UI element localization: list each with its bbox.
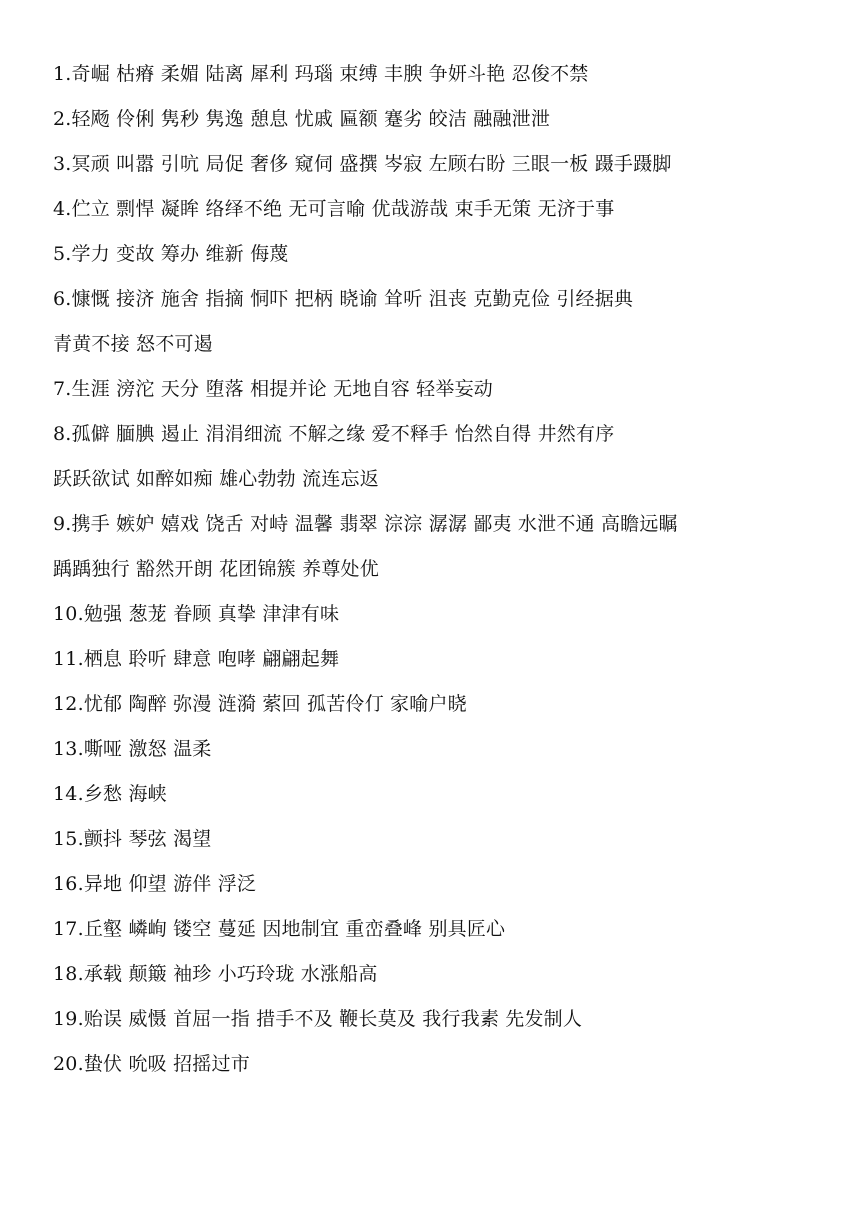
text-line: 15.颤抖 琴弦 渴望 <box>53 828 212 850</box>
text-line: 12.忧郁 陶醉 弥漫 涟漪 萦回 孤苦伶仃 家喻户晓 <box>53 693 467 715</box>
text-line: 1.奇崛 枯瘠 柔媚 陆离 犀利 玛瑙 束缚 丰腴 争妍斗艳 忍俊不禁 <box>53 63 589 85</box>
text-line: 踽踽独行 豁然开朗 花团锦簇 养尊处优 <box>53 558 379 580</box>
text-line: 青黄不接 怒不可遏 <box>53 333 213 355</box>
text-line: 5.学力 变故 筹办 维新 侮蔑 <box>53 243 289 265</box>
text-line: 9.携手 嫉妒 嬉戏 饶舌 对峙 温馨 翡翠 淙淙 潺潺 鄙夷 水泄不通 高瞻远瞩 <box>53 513 678 535</box>
text-line: 17.丘壑 嶙峋 镂空 蔓延 因地制宜 重峦叠峰 别具匠心 <box>53 918 506 940</box>
text-line: 16.异地 仰望 游伴 浮泛 <box>53 873 257 895</box>
text-line: 10.勉强 葱茏 眷顾 真挚 津津有味 <box>53 603 340 625</box>
text-line: 8.孤僻 腼腆 遏止 涓涓细流 不解之缘 爱不释手 怡然自得 井然有序 <box>53 423 615 445</box>
text-line: 2.轻飏 伶俐 隽秒 隽逸 憩息 忧戚 匾额 蹇劣 皎洁 融融泄泄 <box>53 108 551 130</box>
text-line: 3.冥顽 叫嚣 引吭 局促 奢侈 窥伺 盛撰 岑寂 左顾右盼 三眼一板 蹑手蹑脚 <box>53 153 672 175</box>
text-line: 跃跃欲试 如醉如痴 雄心勃勃 流连忘返 <box>53 468 379 490</box>
text-line: 4.伫立 剽悍 凝眸 络绎不绝 无可言喻 优哉游哉 束手无策 无济于事 <box>53 198 615 220</box>
text-line: 7.生涯 滂沱 天分 堕落 相提并论 无地自容 轻举妄动 <box>53 378 493 400</box>
text-line: 14.乡愁 海峡 <box>53 783 167 805</box>
text-line: 20.蛰伏 吮吸 招摇过市 <box>53 1053 250 1075</box>
text-line: 18.承载 颠簸 袖珍 小巧玲珑 水涨船高 <box>53 963 378 985</box>
text-line: 11.栖息 聆听 肆意 咆哮 翩翩起舞 <box>53 648 340 670</box>
text-line: 6.慷慨 接济 施舍 指摘 恫吓 把柄 晓谕 耸听 沮丧 克勤克俭 引经据典 <box>53 288 634 310</box>
text-line: 13.嘶哑 激怒 温柔 <box>53 738 212 760</box>
text-line: 19.贻误 威慑 首屈一指 措手不及 鞭长莫及 我行我素 先发制人 <box>53 1008 583 1030</box>
